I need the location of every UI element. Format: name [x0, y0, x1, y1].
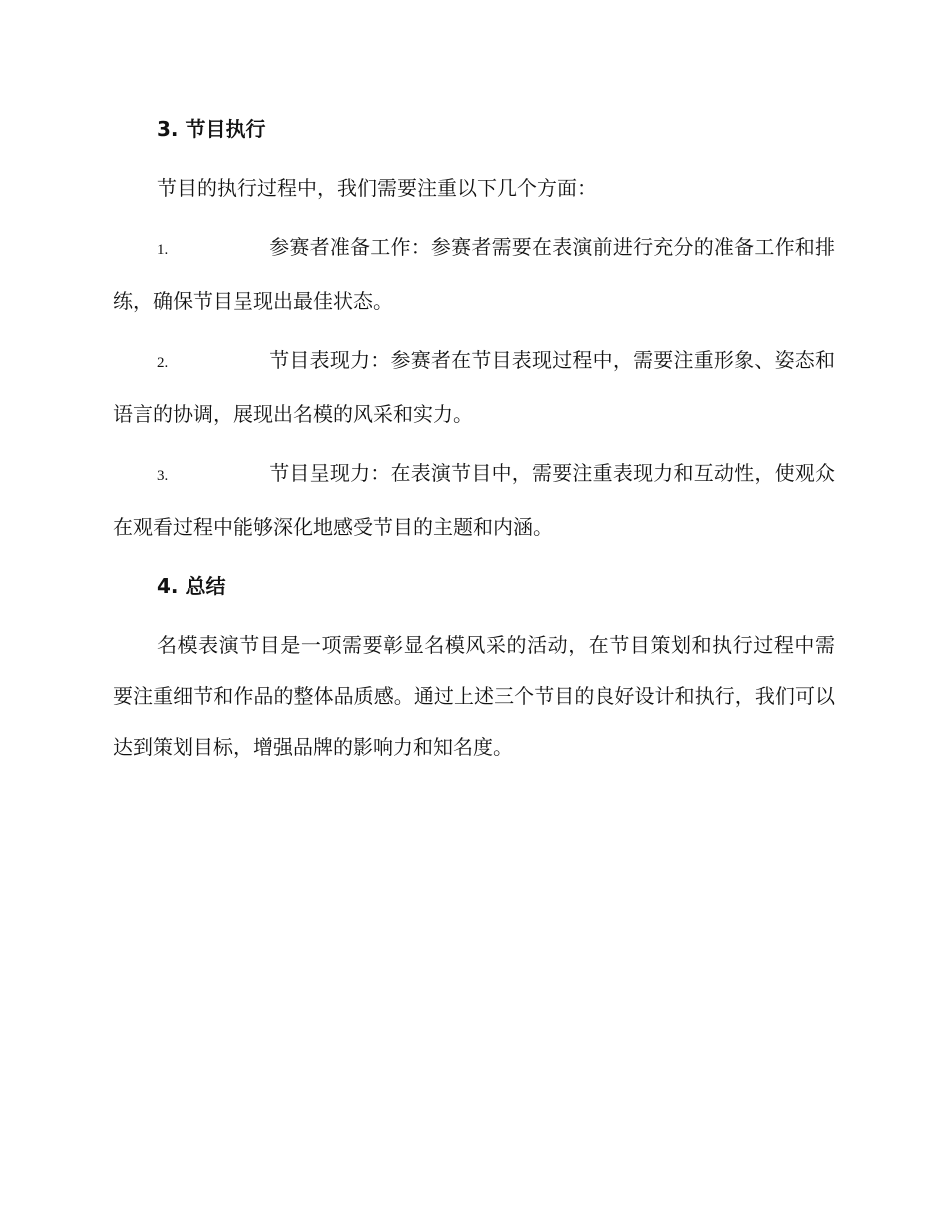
- section-4-body: 名模表演节目是一项需要彰显名模风采的活动，在节目策划和执行过程中需要注重细节和作品的整体品质感。通过上述三个节目的良好设计和执行，我们可以达到策划目标，增强品牌的影响力和知名度。: [113, 633, 835, 759]
- list-text-2: 节目表现力：参赛者在节目表现过程中，需要注重形象、姿态和语言的协调，展现出名模的风采和实力。: [113, 348, 835, 426]
- list-item-3: [113, 448, 835, 553]
- list-number-2: 2.: [157, 355, 169, 371]
- list-text-3: 节目呈现力：在表演节目中，需要注重表现力和互动性，使观众在观看过程中能够深化地感受节目的主题和内涵。: [113, 461, 835, 539]
- section-4-heading: 4. 总结: [157, 574, 226, 598]
- list-item-2: [113, 335, 835, 440]
- section-3-intro: 节目的执行过程中，我们需要注重以下几个方面：: [157, 176, 597, 200]
- spacer: [113, 214, 835, 222]
- spacer: [113, 440, 835, 448]
- spacer: [113, 553, 835, 569]
- list-number-1: 1.: [157, 242, 169, 258]
- spacer: [113, 146, 835, 163]
- list-number-3: 3.: [157, 468, 169, 484]
- list-item-1: [113, 222, 835, 327]
- list-text-1: 参赛者准备工作：参赛者需要在表演前进行充分的准备工作和排练，确保节目呈现出最佳状态。: [113, 235, 835, 313]
- spacer: [113, 603, 835, 620]
- section-3-heading: 3. 节目执行: [157, 117, 266, 141]
- document-content: [113, 112, 835, 773]
- spacer: [113, 327, 835, 335]
